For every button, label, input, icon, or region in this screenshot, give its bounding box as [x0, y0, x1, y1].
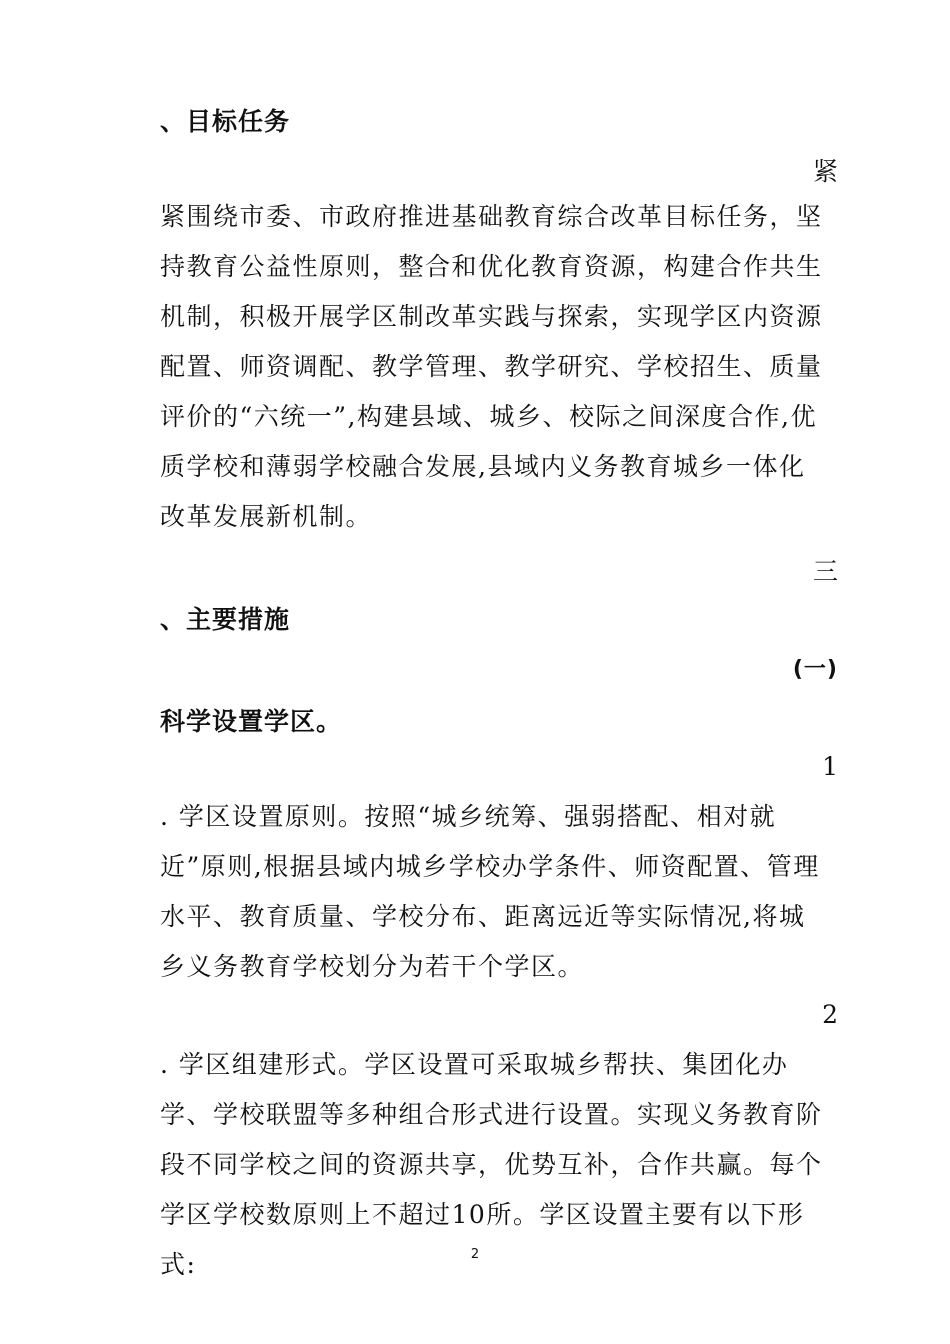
wrap-marker-san: 三 — [812, 557, 838, 586]
subheading-district: 科学设置学区。 — [160, 707, 343, 736]
paragraph-goal: 紧围绕市委、市政府推进基础教育综合改革目标任务，坚持教育公益性原则，整合和优化教育资源，构建合作共生机制，积极开展学区制改革实践与探索，实现学区内资源配置、师资调配、教学管理、教学研究、学校招生、质量评价的“六统一”,构建县域、城乡、校际之间深度合作,优质学校和薄弱学校融合发展,县域内义务教育城乡一体化改革发展新机制。 — [160, 202, 823, 531]
wrap-marker-yi: (一) — [792, 657, 838, 682]
paragraph-form: . 学区组建形式。学区设置可采取城乡帮扶、集团化办学、学校联盟等多种组合形式进行设置。实现义务教育阶段不同学校之间的资源共享，优势互补，合作共赢。每个学区学校数原则上不超过10所。学区设置主要有以下形式: — [160, 1050, 823, 1279]
wrap-marker-1: 1 — [822, 752, 838, 781]
wrap-marker-2: 2 — [822, 1000, 838, 1029]
paragraph-principle: . 学区设置原则。按照“城乡统筹、强弱搭配、相对就近”原则,根据县域内城乡学校办学条件、师资配置、管理水平、教育质量、学校分布、距离远近等实际情况,将城乡义务教育学校划分为若干个学区。 — [160, 802, 820, 981]
wrap-marker-jin: 紧 — [812, 157, 838, 186]
page-number: 2 — [470, 1247, 480, 1262]
heading-measures: 、主要措施 — [160, 605, 291, 634]
heading-goal: 、目标任务 — [160, 107, 291, 136]
